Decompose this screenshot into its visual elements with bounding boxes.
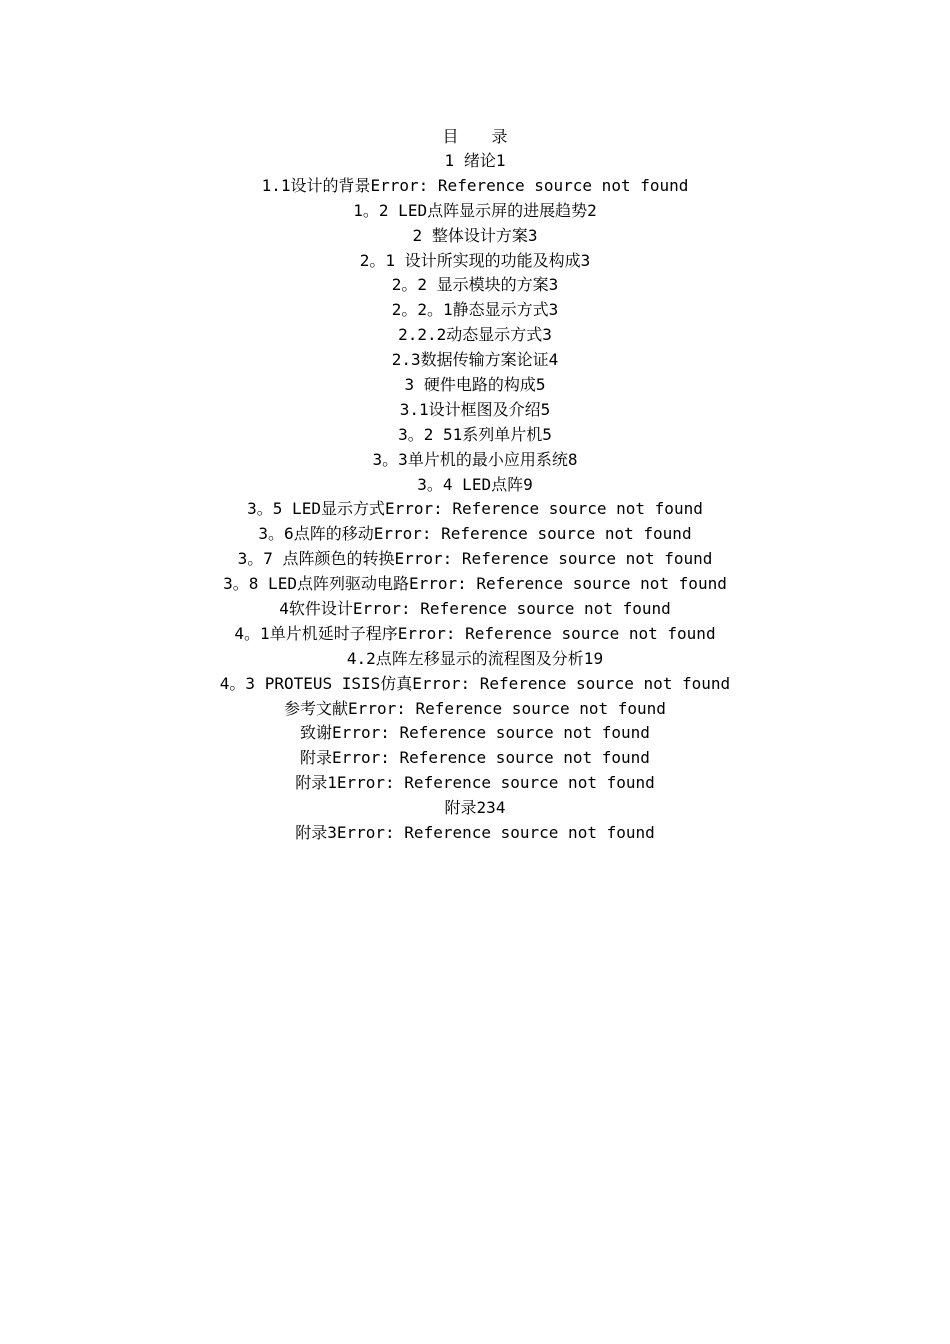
toc-entry[interactable]: 附录Error: Reference source not found [300,748,650,768]
toc-title: 目 录 [442,127,522,146]
toc-entry[interactable]: 3。6点阵的移动Error: Reference source not found [258,524,692,544]
toc-entry[interactable]: 1.1设计的背景Error: Reference source not found [261,175,689,195]
toc-entry[interactable]: 4。3 PROTEUS ISIS仿真Error: Reference source not found [219,673,731,693]
toc-entry[interactable]: 4。1单片机延时子程序Error: Reference source not found [234,623,716,643]
toc-entry[interactable]: 4软件设计Error: Reference source not found [279,599,671,619]
toc-entry[interactable]: 附录3Error: Reference source not found [295,823,655,843]
toc-entry[interactable]: 3。8 LED点阵列驱动电路Error: Reference source not found [223,574,727,594]
toc-entry[interactable]: 2。2。1静态显示方式3 [391,300,559,320]
toc-entry[interactable]: 3。5 LED显示方式Error: Reference source not found [247,499,703,519]
toc-entry[interactable]: 3。3单片机的最小应用系统8 [372,449,578,469]
toc-entry[interactable]: 2.2.2动态显示方式3 [398,325,552,345]
toc-entry[interactable]: 3 硬件电路的构成5 [404,375,546,395]
table-of-contents [0,124,950,846]
toc-entry[interactable]: 3。2 51系列单片机5 [398,424,552,444]
toc-entry[interactable]: 2 整体设计方案3 [412,225,538,245]
toc-entries [0,149,950,846]
toc-entry[interactable]: 2.3数据传输方案论证4 [391,350,559,370]
toc-entry[interactable]: 3.1设计框图及介绍5 [399,399,551,419]
toc-entry[interactable]: 致谢Error: Reference source not found [300,723,650,743]
toc-entry[interactable]: 1 绪论1 [444,151,506,170]
toc-entry[interactable]: 3。7 点阵颜色的转换Error: Reference source not found [237,549,713,569]
toc-entry[interactable]: 参考文献Error: Reference source not found [284,698,666,718]
toc-entry[interactable]: 1。2 LED点阵显示屏的进展趋势2 [353,200,597,220]
toc-entry[interactable]: 附录234 [444,798,506,818]
toc-entry[interactable]: 4.2点阵左移显示的流程图及分析19 [346,648,604,668]
toc-entry[interactable]: 2。1 设计所实现的功能及构成3 [359,250,591,270]
toc-entry[interactable]: 附录1Error: Reference source not found [295,773,655,793]
toc-entry[interactable]: 3。4 LED点阵9 [417,474,533,494]
toc-entry[interactable]: 2。2 显示模块的方案3 [391,275,559,295]
